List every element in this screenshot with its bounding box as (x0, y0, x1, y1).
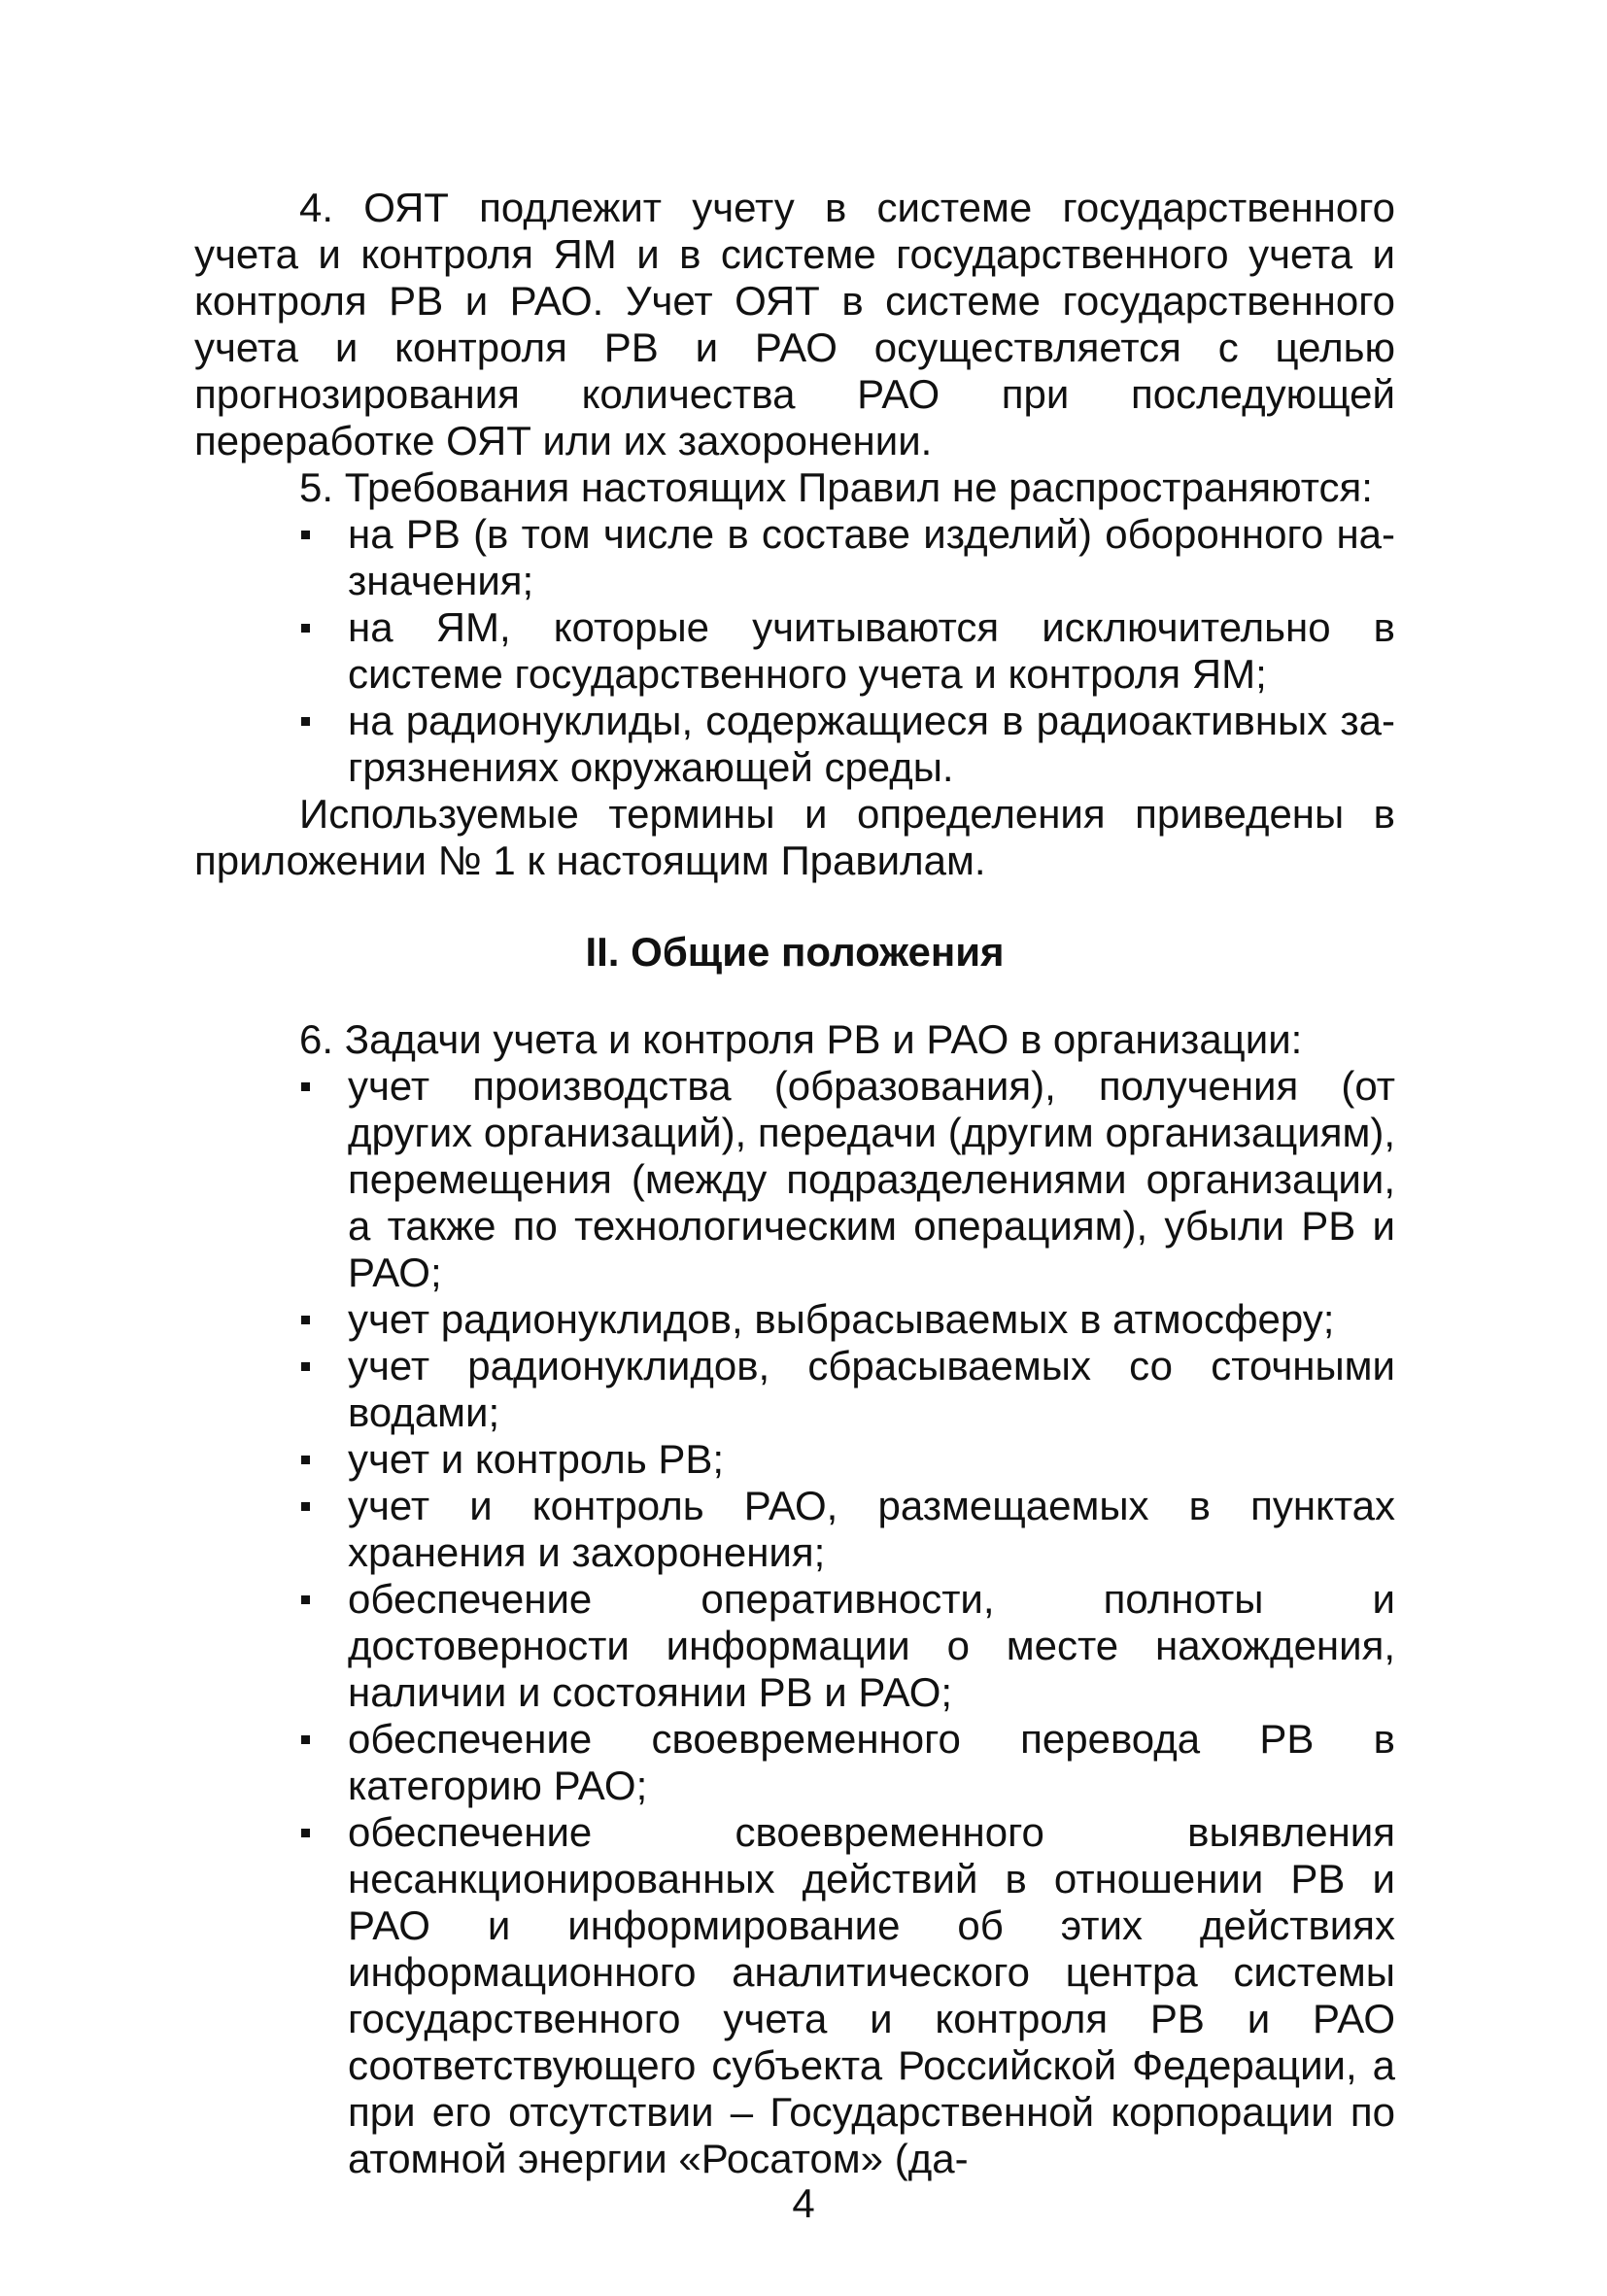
list-item: учет радионуклидов, сбрасываемых со сточными водами; (194, 1343, 1395, 1436)
list-item: учет радионуклидов, выбрасываемых в атмосферу; (194, 1296, 1395, 1343)
bullet-icon (301, 1456, 310, 1464)
bullet-icon (301, 1595, 310, 1604)
bullet-icon (301, 624, 310, 633)
bullet-icon (301, 1502, 310, 1511)
bullet-icon (301, 717, 310, 726)
terms-paragraph: Используемые термины и определения приведены в приложении № 1 к настоящим Правилам. (194, 791, 1395, 883)
list-item: обеспечение оперативности, полноты и достоверности информации о месте нахождения, наличии и состоянии РВ и РАО; (194, 1576, 1395, 1716)
bullet-icon (301, 1362, 310, 1371)
bullet-icon (301, 1735, 310, 1744)
section-heading: II. Общие положения (585, 929, 1005, 975)
bullet-icon (301, 1316, 310, 1324)
exclusions-list (194, 511, 1395, 791)
list-item: учет производства (образования), получения (от других организаций), передачи (другим организациям), перемещения (между подразделениями организации, а также по технологическим операциям), убыли РВ и РАО; (194, 1063, 1395, 1296)
list-item: учет и контроль РАО, размещаемых в пунктах хранения и захоронения; (194, 1483, 1395, 1576)
bullet-icon (301, 1829, 310, 1837)
paragraph-5: 5. Требования настоящих Правил не распространяются: (299, 464, 1373, 510)
list-item: на ЯМ, которые учитываются исключительно в системе государственного учета и контроля ЯМ; (194, 604, 1395, 698)
tasks-list (194, 1063, 1395, 2182)
bullet-icon (301, 531, 310, 539)
paragraph-6: 6. Задачи учета и контроля РВ и РАО в организации: (299, 1016, 1303, 1062)
bullet-icon (301, 1082, 310, 1091)
page-number: 4 (792, 2180, 815, 2226)
list-item: учет и контроль РВ; (194, 1436, 1395, 1483)
list-item: обеспечение своевременного перевода РВ в категорию РАО; (194, 1716, 1395, 1809)
list-item: на РВ (в том числе в составе изделий) оборонного назначения; (194, 511, 1395, 604)
paragraph-4: 4. ОЯТ подлежит учету в системе государственного учета и контроля ЯМ и в системе государственного учета и контроля РВ и РАО. Учет ОЯТ в системе государственного учета и контроля РВ и РАО осуществляется с целью прогнозирования количества РАО при последующей переработке ОЯТ или их захоронении. (194, 185, 1395, 463)
list-item: обеспечение своевременного выявления несанкционированных действий в отношении РВ и РАО и информирование об этих действиях информационного аналитического центра системы государственного учета и контроля РВ и РАО соответствующего субъекта Российской Федерации, а при его отсутствии – Государственной корпорации по атомной энергии «Росатом» (да- (194, 1809, 1395, 2182)
list-item: на радионуклиды, содержащиеся в радиоактивных загрязнениях окружающей среды. (194, 698, 1395, 791)
